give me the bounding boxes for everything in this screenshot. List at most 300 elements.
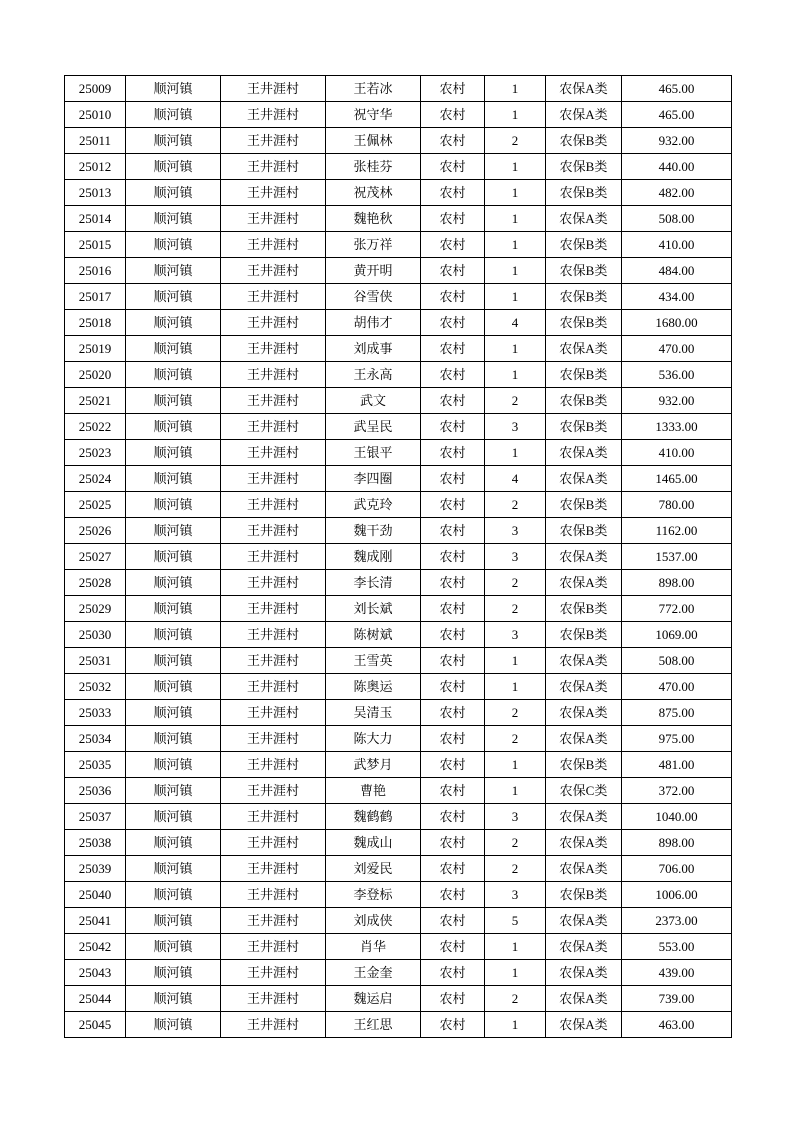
record-id-cell: 25040	[65, 882, 126, 908]
residence-type-cell: 农村	[421, 700, 485, 726]
town-cell: 顺河镇	[126, 180, 221, 206]
residence-type-cell: 农村	[421, 466, 485, 492]
amount-cell: 1006.00	[622, 882, 732, 908]
record-id-cell: 25038	[65, 830, 126, 856]
person-name-cell: 黄开明	[326, 258, 421, 284]
residence-type-cell: 农村	[421, 908, 485, 934]
insurance-category-cell: 农保A类	[546, 76, 622, 102]
table-row	[65, 830, 732, 856]
town-cell: 顺河镇	[126, 882, 221, 908]
table-row	[65, 258, 732, 284]
town-cell: 顺河镇	[126, 232, 221, 258]
record-id-cell: 25030	[65, 622, 126, 648]
record-id-cell: 25024	[65, 466, 126, 492]
amount-cell: 470.00	[622, 674, 732, 700]
person-name-cell: 李长清	[326, 570, 421, 596]
amount-cell: 553.00	[622, 934, 732, 960]
record-id-cell: 25025	[65, 492, 126, 518]
insurance-category-cell: 农保B类	[546, 752, 622, 778]
person-count-cell: 1	[485, 284, 546, 310]
town-cell: 顺河镇	[126, 518, 221, 544]
village-cell: 王井涯村	[221, 388, 326, 414]
table-row	[65, 726, 732, 752]
person-name-cell: 祝守华	[326, 102, 421, 128]
table-row	[65, 206, 732, 232]
person-count-cell: 2	[485, 700, 546, 726]
amount-cell: 508.00	[622, 206, 732, 232]
village-cell: 王井涯村	[221, 986, 326, 1012]
table-row	[65, 778, 732, 804]
person-count-cell: 2	[485, 830, 546, 856]
table-row	[65, 700, 732, 726]
person-name-cell: 李登标	[326, 882, 421, 908]
insurance-category-cell: 农保A类	[546, 804, 622, 830]
village-cell: 王井涯村	[221, 76, 326, 102]
person-name-cell: 刘爱民	[326, 856, 421, 882]
person-count-cell: 4	[485, 310, 546, 336]
amount-cell: 772.00	[622, 596, 732, 622]
amount-cell: 1162.00	[622, 518, 732, 544]
table-row	[65, 154, 732, 180]
town-cell: 顺河镇	[126, 440, 221, 466]
village-cell: 王井涯村	[221, 882, 326, 908]
residence-type-cell: 农村	[421, 206, 485, 232]
amount-cell: 470.00	[622, 336, 732, 362]
insurance-category-cell: 农保A类	[546, 544, 622, 570]
residence-type-cell: 农村	[421, 1012, 485, 1038]
person-name-cell: 刘长斌	[326, 596, 421, 622]
table-row	[65, 440, 732, 466]
record-id-cell: 25028	[65, 570, 126, 596]
person-count-cell: 1	[485, 258, 546, 284]
record-id-cell: 25035	[65, 752, 126, 778]
residence-type-cell: 农村	[421, 310, 485, 336]
table-row	[65, 76, 732, 102]
village-cell: 王井涯村	[221, 258, 326, 284]
village-cell: 王井涯村	[221, 440, 326, 466]
insurance-category-cell: 农保B类	[546, 388, 622, 414]
record-id-cell: 25019	[65, 336, 126, 362]
record-id-cell: 25034	[65, 726, 126, 752]
amount-cell: 536.00	[622, 362, 732, 388]
amount-cell: 898.00	[622, 830, 732, 856]
insurance-category-cell: 农保A类	[546, 908, 622, 934]
residence-type-cell: 农村	[421, 284, 485, 310]
insurance-category-cell: 农保C类	[546, 778, 622, 804]
person-name-cell: 陈奥运	[326, 674, 421, 700]
village-cell: 王井涯村	[221, 284, 326, 310]
person-count-cell: 2	[485, 986, 546, 1012]
town-cell: 顺河镇	[126, 700, 221, 726]
person-count-cell: 2	[485, 128, 546, 154]
table-row	[65, 622, 732, 648]
person-count-cell: 1	[485, 336, 546, 362]
amount-cell: 1680.00	[622, 310, 732, 336]
record-id-cell: 25016	[65, 258, 126, 284]
village-cell: 王井涯村	[221, 648, 326, 674]
amount-cell: 434.00	[622, 284, 732, 310]
village-cell: 王井涯村	[221, 1012, 326, 1038]
person-count-cell: 2	[485, 388, 546, 414]
town-cell: 顺河镇	[126, 570, 221, 596]
amount-cell: 1069.00	[622, 622, 732, 648]
town-cell: 顺河镇	[126, 856, 221, 882]
table-row	[65, 388, 732, 414]
person-name-cell: 李四圈	[326, 466, 421, 492]
amount-cell: 1040.00	[622, 804, 732, 830]
amount-cell: 465.00	[622, 76, 732, 102]
village-cell: 王井涯村	[221, 336, 326, 362]
insurance-category-cell: 农保B类	[546, 882, 622, 908]
insurance-category-cell: 农保A类	[546, 960, 622, 986]
table-row	[65, 596, 732, 622]
record-id-cell: 25031	[65, 648, 126, 674]
town-cell: 顺河镇	[126, 362, 221, 388]
record-id-cell: 25045	[65, 1012, 126, 1038]
record-id-cell: 25011	[65, 128, 126, 154]
record-id-cell: 25009	[65, 76, 126, 102]
person-count-cell: 1	[485, 960, 546, 986]
insurance-category-cell: 农保B类	[546, 284, 622, 310]
person-name-cell: 吴清玉	[326, 700, 421, 726]
table-row	[65, 934, 732, 960]
amount-cell: 465.00	[622, 102, 732, 128]
insurance-category-cell: 农保A类	[546, 934, 622, 960]
table-row	[65, 804, 732, 830]
person-name-cell: 武文	[326, 388, 421, 414]
village-cell: 王井涯村	[221, 622, 326, 648]
person-count-cell: 5	[485, 908, 546, 934]
person-name-cell: 魏艳秋	[326, 206, 421, 232]
insurance-category-cell: 农保A类	[546, 700, 622, 726]
record-id-cell: 25043	[65, 960, 126, 986]
town-cell: 顺河镇	[126, 830, 221, 856]
insurance-category-cell: 农保B类	[546, 622, 622, 648]
record-id-cell: 25026	[65, 518, 126, 544]
record-id-cell: 25036	[65, 778, 126, 804]
residence-type-cell: 农村	[421, 596, 485, 622]
town-cell: 顺河镇	[126, 310, 221, 336]
person-name-cell: 王若冰	[326, 76, 421, 102]
person-name-cell: 陈大力	[326, 726, 421, 752]
person-count-cell: 1	[485, 180, 546, 206]
amount-cell: 482.00	[622, 180, 732, 206]
person-name-cell: 王佩林	[326, 128, 421, 154]
person-name-cell: 祝茂林	[326, 180, 421, 206]
residence-type-cell: 农村	[421, 752, 485, 778]
record-id-cell: 25039	[65, 856, 126, 882]
town-cell: 顺河镇	[126, 492, 221, 518]
table-row	[65, 648, 732, 674]
record-id-cell: 25023	[65, 440, 126, 466]
town-cell: 顺河镇	[126, 414, 221, 440]
person-name-cell: 张万祥	[326, 232, 421, 258]
person-count-cell: 1	[485, 440, 546, 466]
residence-type-cell: 农村	[421, 674, 485, 700]
person-count-cell: 1	[485, 102, 546, 128]
residence-type-cell: 农村	[421, 726, 485, 752]
person-count-cell: 1	[485, 154, 546, 180]
record-id-cell: 25020	[65, 362, 126, 388]
residence-type-cell: 农村	[421, 778, 485, 804]
village-cell: 王井涯村	[221, 232, 326, 258]
person-name-cell: 曹艳	[326, 778, 421, 804]
insurance-category-cell: 农保B类	[546, 596, 622, 622]
table-row	[65, 466, 732, 492]
record-id-cell: 25027	[65, 544, 126, 570]
town-cell: 顺河镇	[126, 752, 221, 778]
person-count-cell: 1	[485, 206, 546, 232]
person-name-cell: 刘成侠	[326, 908, 421, 934]
person-name-cell: 谷雪侠	[326, 284, 421, 310]
table-row	[65, 492, 732, 518]
table-row	[65, 570, 732, 596]
amount-cell: 975.00	[622, 726, 732, 752]
amount-cell: 484.00	[622, 258, 732, 284]
amount-cell: 1465.00	[622, 466, 732, 492]
amount-cell: 875.00	[622, 700, 732, 726]
residence-type-cell: 农村	[421, 128, 485, 154]
person-count-cell: 1	[485, 362, 546, 388]
residence-type-cell: 农村	[421, 154, 485, 180]
residence-type-cell: 农村	[421, 518, 485, 544]
person-name-cell: 魏干劲	[326, 518, 421, 544]
record-id-cell: 25014	[65, 206, 126, 232]
person-count-cell: 1	[485, 648, 546, 674]
record-id-cell: 25015	[65, 232, 126, 258]
residence-type-cell: 农村	[421, 102, 485, 128]
table-row	[65, 414, 732, 440]
residence-type-cell: 农村	[421, 934, 485, 960]
person-name-cell: 魏成刚	[326, 544, 421, 570]
insurance-category-cell: 农保A类	[546, 674, 622, 700]
village-cell: 王井涯村	[221, 778, 326, 804]
person-name-cell: 武梦月	[326, 752, 421, 778]
record-id-cell: 25042	[65, 934, 126, 960]
table-row	[65, 674, 732, 700]
record-id-cell: 25012	[65, 154, 126, 180]
village-cell: 王井涯村	[221, 180, 326, 206]
person-count-cell: 1	[485, 934, 546, 960]
record-id-cell: 25021	[65, 388, 126, 414]
record-id-cell: 25013	[65, 180, 126, 206]
village-cell: 王井涯村	[221, 544, 326, 570]
record-id-cell: 25041	[65, 908, 126, 934]
amount-cell: 440.00	[622, 154, 732, 180]
amount-cell: 508.00	[622, 648, 732, 674]
town-cell: 顺河镇	[126, 258, 221, 284]
insurance-category-cell: 农保B类	[546, 492, 622, 518]
residence-type-cell: 农村	[421, 648, 485, 674]
person-count-cell: 3	[485, 414, 546, 440]
residence-type-cell: 农村	[421, 622, 485, 648]
village-cell: 王井涯村	[221, 830, 326, 856]
village-cell: 王井涯村	[221, 570, 326, 596]
table-row	[65, 986, 732, 1012]
person-count-cell: 1	[485, 752, 546, 778]
residence-type-cell: 农村	[421, 882, 485, 908]
person-count-cell: 1	[485, 1012, 546, 1038]
insurance-category-cell: 农保A类	[546, 726, 622, 752]
residence-type-cell: 农村	[421, 180, 485, 206]
amount-cell: 481.00	[622, 752, 732, 778]
table-row	[65, 232, 732, 258]
insurance-category-cell: 农保B类	[546, 258, 622, 284]
insurance-category-cell: 农保A类	[546, 466, 622, 492]
person-count-cell: 4	[485, 466, 546, 492]
person-name-cell: 胡伟才	[326, 310, 421, 336]
insurance-category-cell: 农保B类	[546, 154, 622, 180]
person-count-cell: 3	[485, 622, 546, 648]
amount-cell: 932.00	[622, 128, 732, 154]
table-row	[65, 336, 732, 362]
person-count-cell: 3	[485, 882, 546, 908]
table-row	[65, 544, 732, 570]
insurance-category-cell: 农保B类	[546, 518, 622, 544]
insurance-category-cell: 农保A类	[546, 102, 622, 128]
town-cell: 顺河镇	[126, 154, 221, 180]
residence-type-cell: 农村	[421, 856, 485, 882]
residence-type-cell: 农村	[421, 440, 485, 466]
insurance-category-cell: 农保A类	[546, 440, 622, 466]
town-cell: 顺河镇	[126, 934, 221, 960]
table-row	[65, 362, 732, 388]
town-cell: 顺河镇	[126, 206, 221, 232]
village-cell: 王井涯村	[221, 492, 326, 518]
village-cell: 王井涯村	[221, 856, 326, 882]
amount-cell: 706.00	[622, 856, 732, 882]
person-name-cell: 王永高	[326, 362, 421, 388]
person-name-cell: 王雪英	[326, 648, 421, 674]
person-name-cell: 魏鹤鹤	[326, 804, 421, 830]
residence-type-cell: 农村	[421, 960, 485, 986]
person-name-cell: 陈树斌	[326, 622, 421, 648]
village-cell: 王井涯村	[221, 128, 326, 154]
record-id-cell: 25017	[65, 284, 126, 310]
record-id-cell: 25037	[65, 804, 126, 830]
person-count-cell: 1	[485, 778, 546, 804]
amount-cell: 932.00	[622, 388, 732, 414]
residence-type-cell: 农村	[421, 570, 485, 596]
town-cell: 顺河镇	[126, 284, 221, 310]
insurance-category-cell: 农保A类	[546, 336, 622, 362]
town-cell: 顺河镇	[126, 596, 221, 622]
record-id-cell: 25029	[65, 596, 126, 622]
village-cell: 王井涯村	[221, 908, 326, 934]
town-cell: 顺河镇	[126, 986, 221, 1012]
town-cell: 顺河镇	[126, 622, 221, 648]
village-cell: 王井涯村	[221, 414, 326, 440]
person-count-cell: 2	[485, 492, 546, 518]
table-row	[65, 128, 732, 154]
residence-type-cell: 农村	[421, 492, 485, 518]
person-count-cell: 2	[485, 570, 546, 596]
town-cell: 顺河镇	[126, 804, 221, 830]
records-table	[64, 75, 732, 1038]
table-row	[65, 284, 732, 310]
record-id-cell: 25010	[65, 102, 126, 128]
person-count-cell: 1	[485, 674, 546, 700]
amount-cell: 372.00	[622, 778, 732, 804]
amount-cell: 1333.00	[622, 414, 732, 440]
town-cell: 顺河镇	[126, 726, 221, 752]
person-name-cell: 武克玲	[326, 492, 421, 518]
amount-cell: 463.00	[622, 1012, 732, 1038]
table-row	[65, 518, 732, 544]
record-id-cell: 25018	[65, 310, 126, 336]
residence-type-cell: 农村	[421, 76, 485, 102]
village-cell: 王井涯村	[221, 518, 326, 544]
insurance-category-cell: 农保B类	[546, 232, 622, 258]
town-cell: 顺河镇	[126, 908, 221, 934]
table-row	[65, 310, 732, 336]
village-cell: 王井涯村	[221, 102, 326, 128]
table-row	[65, 180, 732, 206]
residence-type-cell: 农村	[421, 258, 485, 284]
town-cell: 顺河镇	[126, 674, 221, 700]
village-cell: 王井涯村	[221, 674, 326, 700]
town-cell: 顺河镇	[126, 102, 221, 128]
person-count-cell: 3	[485, 518, 546, 544]
town-cell: 顺河镇	[126, 960, 221, 986]
residence-type-cell: 农村	[421, 232, 485, 258]
residence-type-cell: 农村	[421, 544, 485, 570]
town-cell: 顺河镇	[126, 128, 221, 154]
table-row	[65, 908, 732, 934]
town-cell: 顺河镇	[126, 466, 221, 492]
village-cell: 王井涯村	[221, 726, 326, 752]
village-cell: 王井涯村	[221, 752, 326, 778]
person-count-cell: 3	[485, 804, 546, 830]
table-row	[65, 856, 732, 882]
person-name-cell: 王红思	[326, 1012, 421, 1038]
person-name-cell: 肖华	[326, 934, 421, 960]
person-name-cell: 王金奎	[326, 960, 421, 986]
town-cell: 顺河镇	[126, 1012, 221, 1038]
person-name-cell: 刘成事	[326, 336, 421, 362]
town-cell: 顺河镇	[126, 388, 221, 414]
village-cell: 王井涯村	[221, 154, 326, 180]
table-row	[65, 1012, 732, 1038]
person-name-cell: 张桂芬	[326, 154, 421, 180]
insurance-category-cell: 农保A类	[546, 648, 622, 674]
residence-type-cell: 农村	[421, 986, 485, 1012]
village-cell: 王井涯村	[221, 700, 326, 726]
village-cell: 王井涯村	[221, 934, 326, 960]
village-cell: 王井涯村	[221, 466, 326, 492]
person-name-cell: 武呈民	[326, 414, 421, 440]
amount-cell: 739.00	[622, 986, 732, 1012]
residence-type-cell: 农村	[421, 388, 485, 414]
town-cell: 顺河镇	[126, 648, 221, 674]
person-count-cell: 2	[485, 726, 546, 752]
village-cell: 王井涯村	[221, 596, 326, 622]
table-row	[65, 752, 732, 778]
residence-type-cell: 农村	[421, 336, 485, 362]
insurance-category-cell: 农保A类	[546, 830, 622, 856]
residence-type-cell: 农村	[421, 830, 485, 856]
person-name-cell: 王银平	[326, 440, 421, 466]
record-id-cell: 25032	[65, 674, 126, 700]
town-cell: 顺河镇	[126, 336, 221, 362]
insurance-category-cell: 农保A类	[546, 986, 622, 1012]
amount-cell: 410.00	[622, 232, 732, 258]
village-cell: 王井涯村	[221, 804, 326, 830]
person-count-cell: 3	[485, 544, 546, 570]
person-count-cell: 1	[485, 232, 546, 258]
insurance-category-cell: 农保A类	[546, 570, 622, 596]
table-row	[65, 882, 732, 908]
